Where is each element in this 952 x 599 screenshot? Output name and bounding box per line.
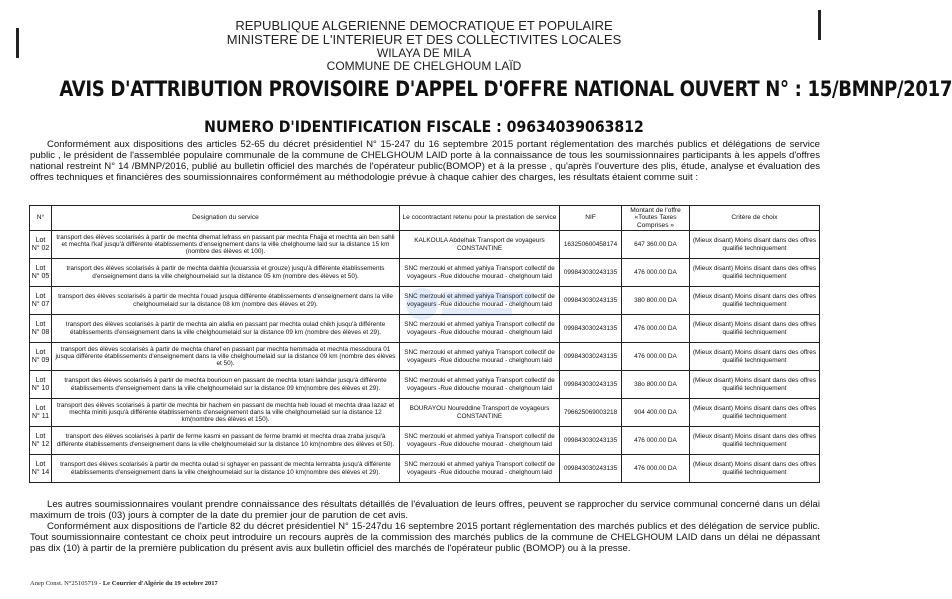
montant-cell: 904 400.00 DA [622, 399, 690, 427]
table-row [30, 371, 820, 399]
lot-cell: Lot N° 14 [30, 455, 52, 483]
montant-cell: 647 360.00 DA [622, 231, 690, 259]
lot-cell: Lot N° 05 [30, 259, 52, 287]
lot-cell: Lot N° 08 [30, 315, 52, 343]
nif-cell: 099843030243135 [560, 371, 622, 399]
nif-cell: 163250600458174 [560, 231, 622, 259]
designation-cell: transport des élèves scolarisés à partir de mechta oulad si sghayer en passant de mechta lemrabta jusqu'à différente établissements d'enseignement dans la ville chelghoumelaid sur la distance 10 km(nombre des élèves et 29). [52, 455, 400, 483]
contractant-cell: SNC merzouki et ahmed yahiya Transport collectif de voyageurs -Rue didouche mourad - chelghoum laid [400, 455, 560, 483]
lot-cell: Lot N° 02 [30, 231, 52, 259]
table-body [30, 231, 820, 483]
designation-cell: transport des élèves scolarisés à partir de mechta dhemat lefrass en passant par mechta Fhajja et mechta ain ben sahli et mechta l'kaf jusqu'à différente établissements d'enseignement dans la ville chelghoume laid sur la distance 15 km (nombre des élèves et 100). [52, 231, 400, 259]
lot-cell: Lot N° 11 [30, 399, 52, 427]
contractant-cell: SNC merzouki et ahmed yahiya Transport collectif de voyageurs -Rue didouche mourad - chelghoum laid [400, 259, 560, 287]
notice-title: AVIS D'ATTRIBUTION PROVISOIRE D'APPEL D'OFFRE NATIONAL OUVERT N° : 15/BMNP/2017 [59, 77, 952, 101]
critere-cell: (Mieux disant) Moins disant dans des offres qualifié techniquement [690, 427, 820, 455]
nif-cell: 099843030243135 [560, 259, 622, 287]
nif-cell: 099843030243135 [560, 315, 622, 343]
table-row [30, 231, 820, 259]
header-designation: Designation du service [52, 206, 400, 231]
header-wilaya: WILAYA DE MILA [376, 46, 472, 60]
montant-cell: 476 000.00 DA [622, 455, 690, 483]
montant-cell: 380 800.00 DA [622, 287, 690, 315]
montant-cell: 476 000.00 DA [622, 315, 690, 343]
header-critere: Critère de choix [690, 206, 820, 231]
table-header-row [30, 206, 820, 231]
nif-cell: 099843030243135 [560, 287, 622, 315]
header-nif: NIF [560, 206, 622, 231]
intro-paragraph: Conformément aux dispositions des articles 52-65 du décret présidentiel N° 15-247 du 16 septembre 2015 portant réglementation des marchés publics et délégations de service public , le président de l'assemblée populaire communale de la commune de CHELGHOUM LAID porte à la connaissance de tous les soumissionnaires participants à les appels d'offres national restreint N° 14 /BMNP/2016, publié au bulletin officiel des marchés de l'opérateur public(BOMOP) et à la presse , qu'après l'ouverture des plis, étude, analyse et évaluation des offres techniques et financières des soumissionnaires conformément au méthodologie prévue à chaque cahier des charges, les résultats étaient comme suit : [30, 139, 820, 183]
critere-cell: (Mieux disant) Moins disant dans des offres qualifié techniquement [690, 231, 820, 259]
lot-cell: Lot N° 10 [30, 371, 52, 399]
critere-cell: (Mieux disant) Moins disant dans des offres qualifié techniquement [690, 343, 820, 371]
lot-cell: Lot N° 12 [30, 427, 52, 455]
outro-paragraph-2: Conformément aux dispositions de l'article 82 du décret présidentiel N° 15-247du 16 septembre 2015 portant réglementation des marchés publics et des délégation de service public. Tout soumissionnaire contestant ce choix peut introduire un recours auprès de la commission des marchés publics de la commune de CHELGHOUM LAID dans un délai ne dépassant pas dix (10) à partir de la première publication du présent avis aux bulletin officiel des marchés de l'opérateur public (BOMOP) ou à la presse. [30, 521, 820, 554]
contractant-cell: SNC merzouki et ahmed yahiya Transport collectif de voyageurs -Rue didouche mourad - chelghoum laid [400, 343, 560, 371]
lot-cell: Lot N° 09 [30, 343, 52, 371]
designation-cell: transport des élèves scolarisés à partir de mechta charef en passant par mechta hemmada et mechta messdoura 01 jusqua différente établissements d'enseignement dans la ville chelghoumelaid sur la distance 09 km (nombre des élèves et 50). [52, 343, 400, 371]
header-ministry: MINISTERE DE L'INTERIEUR ET DES COLLECTIVITES LOCALES [226, 32, 622, 47]
critere-cell: (Mieux disant) Moins disant dans des offres qualifié techniquement [690, 315, 820, 343]
critere-cell: (Mieux disant) Moins disant dans des offres qualifié techniquement [690, 399, 820, 427]
nif-cell: 099843030243135 [560, 455, 622, 483]
designation-cell: transport des élèves scolarisés à partir de ferme kasmi en passant de ferme bramki et mechta draa zraba jusqu'à différente établissements d'enseignement dans la ville chelghoumelaid sur la distance 10 km(nombre des élèves et 50). [52, 427, 400, 455]
contractant-cell: SNC merzouki et ahmed yahiya Transport collectif de voyageurs -Rue didouche mourad - chelghoum laid [400, 315, 560, 343]
contractant-cell: SNC merzouki et ahmed yahiya Transport collectif de voyageurs -Rue didouche mourad - chelghoum laid [400, 427, 560, 455]
table-row [30, 427, 820, 455]
table-row [30, 287, 820, 315]
publication-footer [30, 580, 218, 587]
table-row [30, 455, 820, 483]
critere-cell: (Mieux disant) Moins disant dans des offres qualifié techniquement [690, 371, 820, 399]
table-row [30, 259, 820, 287]
designation-cell: transport des élèves scolarisés à partir de mechta bir hachem en passant de mechta heb louad et mechta draa lazaz et mechta miniti jusqu'à différente établissements d'enseignement dans la ville chelghoumelaid sur la distance 12 km(nombre des élèves et 150). [52, 399, 400, 427]
nif-cell: 796625069003218 [560, 399, 622, 427]
header-republic: REPUBLIQUE ALGERIENNE DEMOCRATIQUE ET POPULAIRE [235, 18, 613, 33]
critere-cell: (Mieux disant) Moins disant dans des offres qualifié techniquement [690, 259, 820, 287]
montant-cell: 476 000.00 DA [622, 343, 690, 371]
designation-cell: transport des élèves scolarisés à partir de mechta l'ouad jusqua différente établissements d'enseignement dans la ville chelghoumelaid sur la distance 08 km (nombre des élèves et 29). [52, 287, 400, 315]
fiscal-id-title: NUMERO D'IDENTIFICATION FISCALE : 09634039063812 [204, 117, 644, 136]
table-row [30, 343, 820, 371]
contractant-cell: KALKOULA Abdelhak Transport de voyageurs CONSTANTINE [400, 231, 560, 259]
montant-cell: 38o 800.00 DA [622, 371, 690, 399]
header-num: N° [30, 206, 52, 231]
footer-ref: Anep Const. N°25105719 - [30, 580, 103, 587]
critere-cell: (Mieux disant) Moins disant dans des offres qualifié techniquement [690, 287, 820, 315]
table-row [30, 399, 820, 427]
nif-cell: 099843030243135 [560, 427, 622, 455]
results-table [29, 205, 820, 483]
contractant-cell: BOURAYOU Noureddine Transport de voyageurs CONSTANTINE [400, 399, 560, 427]
nif-cell: 099843030243135 [560, 343, 622, 371]
outro-paragraph-1: Les autres soumissionnaires voulant prendre connaissance des résultats détaillés de l'évaluation de leurs offres, peuvent se rapprocher du service communal concerné dans un délai maximum de trois (03) jours à compter de la date du premier jour de parution de cet avis. [30, 499, 820, 521]
header-commune: COMMUNE DE CHELGHOUM LAÏD [326, 59, 522, 73]
designation-cell: transport des élèves scolarisés à partir de mechta ain alafia en passant par mechta oulad chikh jusqu'à différente établissements d'enseignement dans la ville chelghoumelaid sur la distance 09 km (nombre des élèves et 29). [52, 315, 400, 343]
designation-cell: transport des élèves scolarisés à partir de mechta bourioun en passant de mechta lotani lakhdar jusqu'à différente établissements d'enseignement dans la ville chelghoumelaid sur la distance 09 km(nombre des élèves et 29). [52, 371, 400, 399]
header-montant: Montant de l'offre «Toutes Taxes Comprises » [622, 206, 690, 231]
montant-cell: 476 000.00 DA [622, 259, 690, 287]
footer-source: Le Courrier d'Algérie du 19 octobre 2017 [102, 580, 218, 587]
montant-cell: 476 000.00 DA [622, 427, 690, 455]
designation-cell: transport des élèves scolarisés à partir de mechta dakhla (kouarssia et grouze) jusqu'à différente établissements d'enseignement dans la ville chelghoumelaid sur la distance 05 km (nombre des élèves et 50). [52, 259, 400, 287]
critere-cell: (Mieux disant) Moins disant dans des offres qualifié techniquement [690, 455, 820, 483]
table-row [30, 315, 820, 343]
header-contractant: Le cocontractant retenu pour la prestation de service [400, 206, 560, 231]
contractant-cell: SNC merzouki et ahmed yahiya Transport collectif de voyageurs -Rue didouche mourad - chelghoum laid [400, 287, 560, 315]
lot-cell: Lot N° 07 [30, 287, 52, 315]
contractant-cell: SNC merzouki et ahmed yahiya Transport collectif de voyageurs -Rue didouche mourad - chelghoum laid [400, 371, 560, 399]
